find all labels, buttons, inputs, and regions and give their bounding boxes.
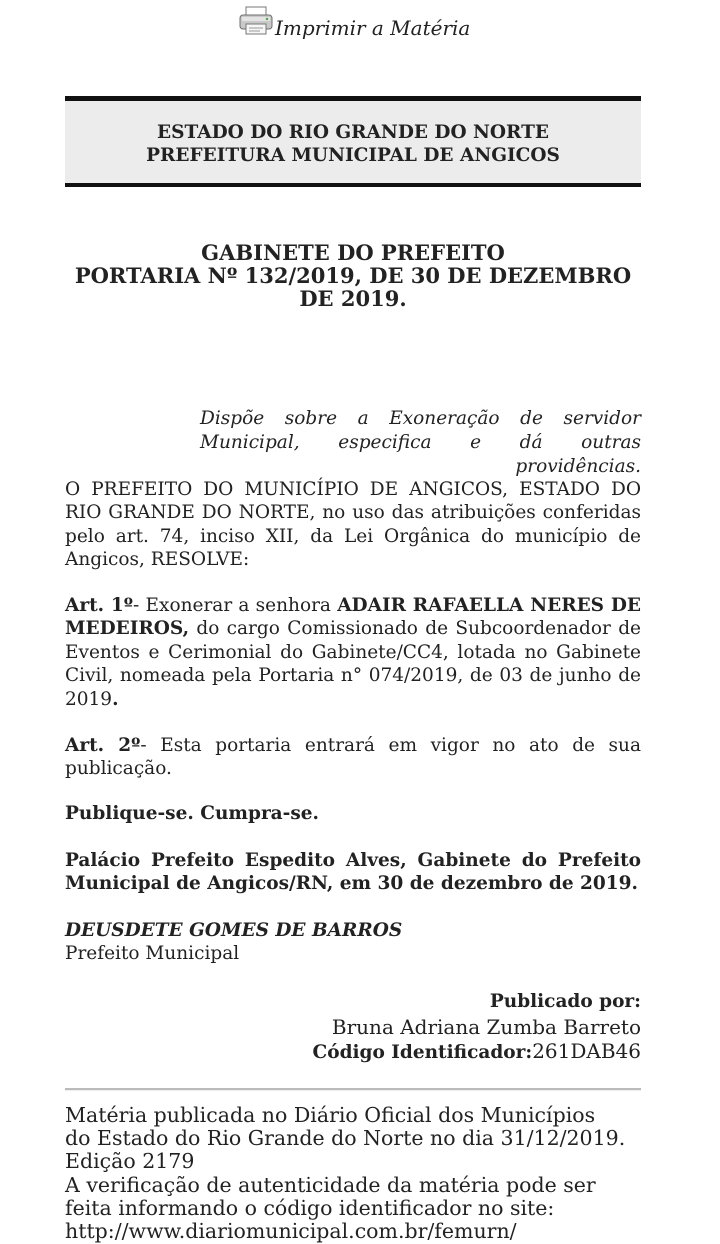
footer-line-3: Edição 2179 — [65, 1149, 195, 1174]
signer-role: Prefeito Municipal — [65, 943, 240, 965]
footer-divider — [65, 1088, 641, 1091]
article-1-text-a: - Exonerar a senhora — [133, 595, 338, 616]
print-label[interactable]: Imprimir a Matéria — [275, 16, 471, 40]
print-link[interactable] — [238, 6, 470, 40]
document-title — [65, 241, 641, 310]
state-name: ESTADO DO RIO GRANDE DO NORTE — [157, 122, 549, 143]
published-block — [65, 990, 641, 1066]
article-2-label: Art. 2º — [65, 735, 141, 756]
identifier-code: 261DAB46 — [532, 1039, 641, 1063]
signature-block — [65, 919, 641, 966]
palacio-paragraph: Palácio Prefeito Espedito Alves, Gabinete do Prefeito Municipal de Angicos/RN, em 30 de dezembro de 2019. — [65, 850, 641, 895]
publisher-name: Bruna Adriana Zumba Barreto — [331, 1014, 641, 1039]
header-box — [65, 96, 641, 187]
article-2 — [65, 734, 641, 781]
portaria-title: PORTARIA Nº 132/2019, DE 30 DE DEZEMBRO DE 2019. — [74, 263, 632, 311]
printer-icon — [238, 6, 274, 36]
ementa: Dispõe sobre a Exoneração de servidor Municipal, especifica e dá outras providências. — [200, 408, 641, 477]
article-2-text: - Esta portaria entrará em vigor no ato de sua publicação. — [65, 735, 641, 780]
footer-line-4: A verificação de autenticidade da matéria pode ser — [65, 1172, 596, 1197]
footer-line-2: do Estado do Rio Grande do Norte no dia 31/12/2019. — [65, 1126, 626, 1151]
identifier-line — [65, 1039, 641, 1066]
footer-line-1: Matéria publicada no Diário Oficial dos Municípios — [65, 1103, 596, 1127]
intro-paragraph: O PREFEITO DO MUNICÍPIO DE ANGICOS, ESTADO DO RIO GRANDE DO NORTE, no uso das atribuições conferidas pelo art. 74, inciso XII, da Lei Orgânica do município de Angicos, RESOLVE: — [65, 479, 641, 571]
identifier-label: Código Identificador: — [312, 1042, 533, 1063]
municipality-name: PREFEITURA MUNICIPAL DE ANGICOS — [146, 145, 560, 166]
footer-notice — [65, 1104, 705, 1243]
article-1-label: Art. 1º — [65, 595, 134, 616]
footer-site-link[interactable]: http://www.diariomunicipal.com.br/femurn/ — [65, 1219, 517, 1244]
article-1-end: . — [112, 688, 119, 710]
article-1-text-b: do cargo Comissionado de Subcoordenador de Eventos e Cerimonial do Gabinete/CC4, lotada no Gabinete Civil, nomeada pela Portaria n° 074/2019, de 03 de junho de 2019 — [65, 618, 641, 710]
office-title: GABINETE DO PREFEITO — [201, 240, 505, 265]
article-1-name: ADAIR RAFAELLA NERES DE MEDEIROS, — [65, 595, 641, 640]
published-label: Publicado por: — [489, 991, 641, 1012]
signer-name: DEUSDETE GOMES DE BARROS — [65, 920, 403, 941]
footer-line-5: feita informando o código identificador no site: — [65, 1195, 555, 1220]
publique-line: Publique-se. Cumpra-se. — [65, 803, 319, 824]
article-1 — [65, 594, 641, 711]
